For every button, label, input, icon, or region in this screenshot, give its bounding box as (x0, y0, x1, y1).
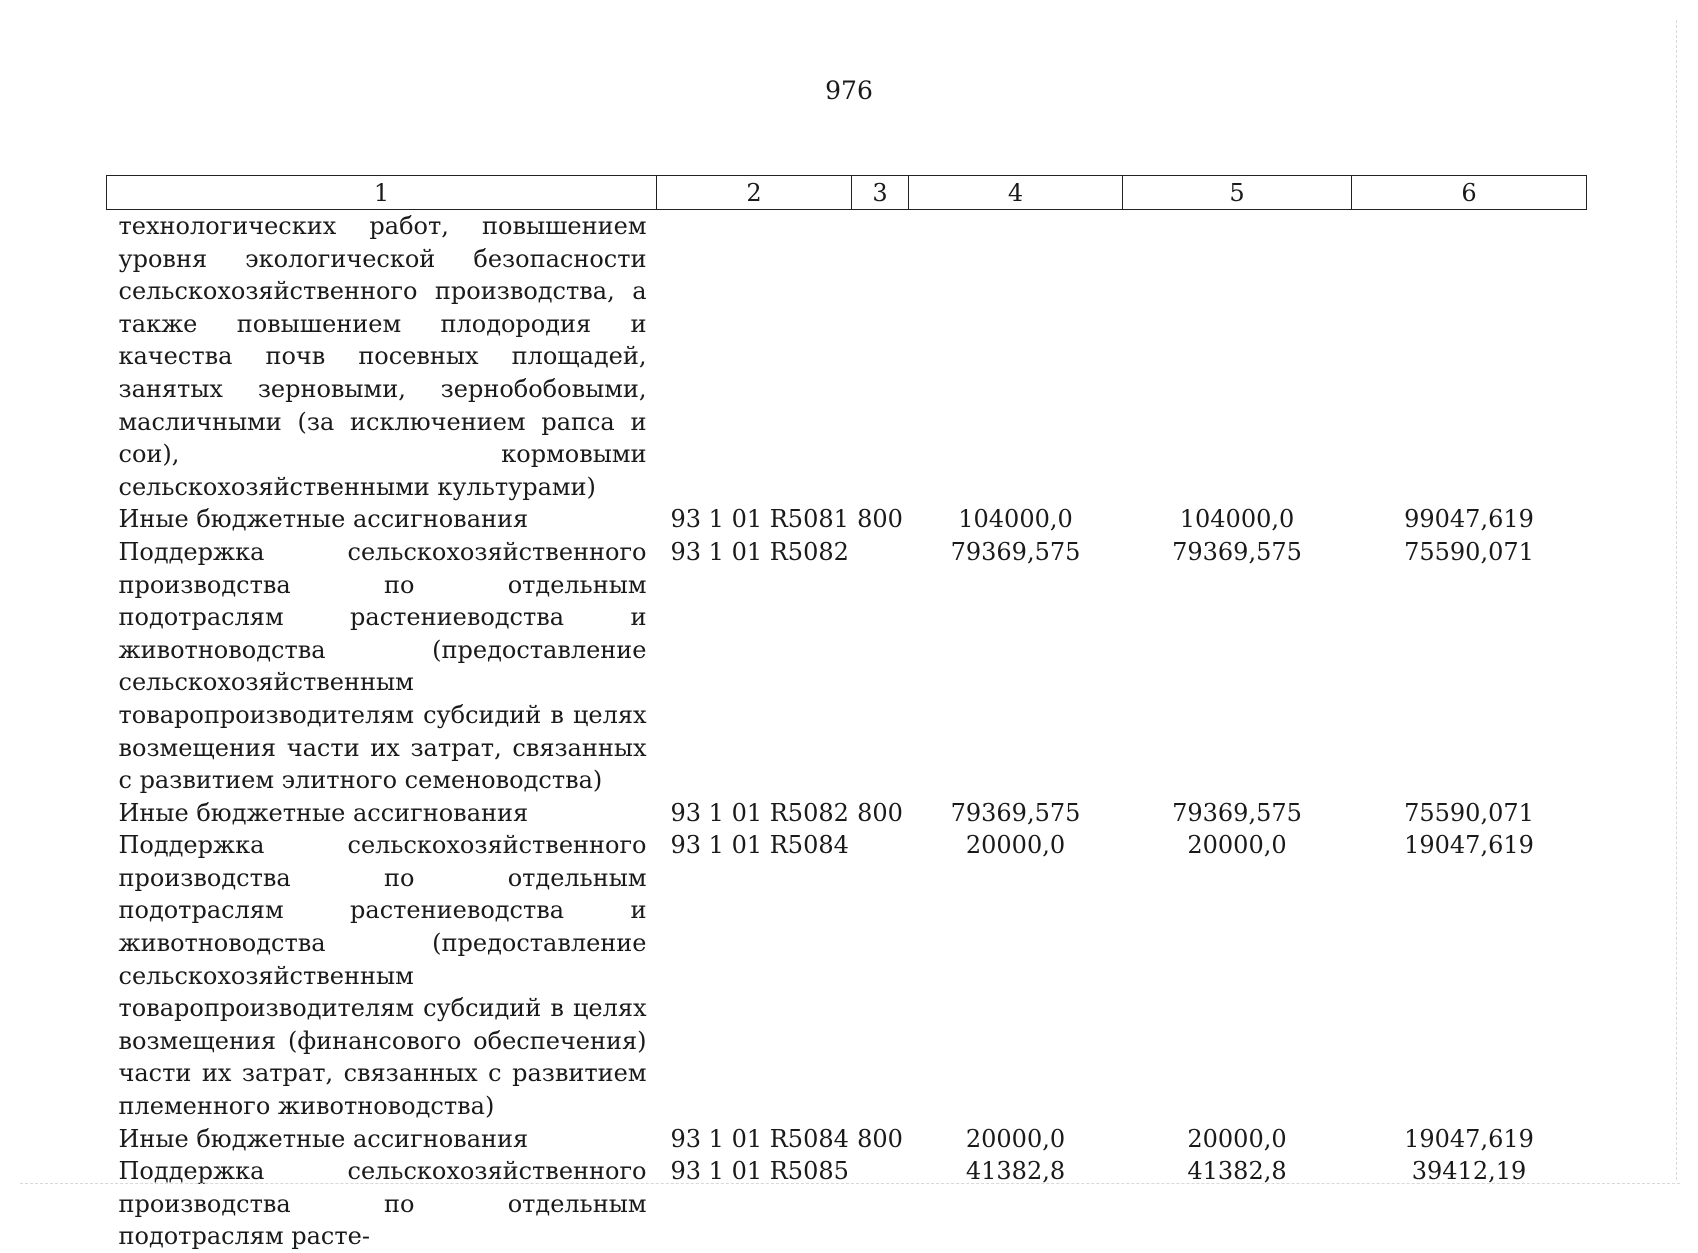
row-amount-col5: 79369,575 (1172, 798, 1302, 827)
row-amount-col5: 41382,8 (1187, 1157, 1287, 1186)
row-amount-col5: 79369,575 (1172, 537, 1302, 566)
row-expense-type: 800 (857, 798, 903, 827)
row-amount-col4: 20000,0 (965, 831, 1066, 860)
row-expense-type (852, 210, 909, 504)
row-amount-col6: 19047,619 (1404, 1124, 1534, 1153)
column-header-1: 1 (107, 176, 657, 210)
row-target-code: 93 1 01 R5082 (670, 537, 849, 566)
row-amount-col4: 79369,575 (950, 798, 1081, 827)
column-header-4: 4 (909, 176, 1123, 210)
column-header-3: 3 (852, 176, 909, 210)
row-amount-col6 (1352, 210, 1587, 504)
row-target-code: 93 1 01 R5082 (670, 798, 849, 827)
table-row (107, 829, 1587, 1122)
budget-table (106, 175, 1587, 1253)
table-row (107, 536, 1587, 797)
row-description: Поддержка сельскохозяйственного производства по отдельным подотраслям растениеводства и животноводства (предоставление сельскохозяйственным товаропроизводителям субсидий в целях возмещения (финансового обеспечения) части их затрат, связанных с развитием племенного животноводства) (118, 831, 647, 1121)
page-number: 976 (825, 76, 873, 105)
row-amount-col4: 20000,0 (965, 1124, 1066, 1153)
row-expense-type (852, 829, 909, 1122)
row-target-code: 93 1 01 R5081 (670, 505, 849, 534)
row-description: Иные бюджетные ассигнования (118, 505, 529, 534)
row-amount-col5: 20000,0 (1187, 831, 1287, 860)
row-target-code: 93 1 01 R5084 (670, 831, 849, 860)
row-target-code: 93 1 01 R5085 (670, 1157, 849, 1186)
row-description: Поддержка сельскохозяйственного производства по отдельным подотраслям расте- (118, 1157, 647, 1251)
row-amount-col4 (909, 210, 1123, 504)
row-amount-col5 (1123, 210, 1352, 504)
row-description: Иные бюджетные ассигнования (118, 798, 529, 827)
column-header-6: 6 (1352, 176, 1587, 210)
row-amount-col5: 104000,0 (1179, 505, 1295, 534)
scan-edge-right (1676, 20, 1677, 1180)
table-row (107, 210, 1587, 504)
column-header-2: 2 (657, 176, 852, 210)
row-target-code: 93 1 01 R5084 (670, 1124, 849, 1153)
row-amount-col6: 39412,19 (1411, 1157, 1527, 1186)
row-target-code (657, 210, 852, 504)
column-header-5: 5 (1123, 176, 1352, 210)
row-expense-type (852, 536, 909, 797)
row-description: технологических работ, повышением уровня экологической безопасности сельскохозяйственного производства, а также повышением плодородия и качества почв посевных площадей, занятых зерновыми, зернобобовыми, масличными (за исключением рапса и сои), кормовыми сельскохозяйственными культурами) (118, 212, 647, 501)
row-description: Поддержка сельскохозяйственного производства по отдельным подотраслям растениеводства и животноводства (предоставление сельскохозяйственным товаропроизводителям субсидий в целях возмещения части их затрат, связанных с развитием элитного семеноводства) (118, 537, 647, 795)
scan-edge-bottom (20, 1183, 1680, 1184)
row-expense-type: 800 (857, 505, 903, 534)
table-row (107, 503, 1587, 536)
row-description: Иные бюджетные ассигнования (118, 1124, 529, 1153)
row-amount-col6: 99047,619 (1404, 505, 1534, 534)
row-amount-col5: 20000,0 (1187, 1124, 1287, 1153)
table-row (107, 1155, 1587, 1253)
table-row (107, 1123, 1587, 1156)
row-expense-type (852, 1155, 909, 1253)
row-amount-col6: 75590,071 (1404, 537, 1534, 566)
table-row (107, 797, 1587, 830)
row-amount-col4: 79369,575 (950, 537, 1081, 566)
row-amount-col6: 19047,619 (1404, 831, 1534, 860)
row-amount-col4: 41382,8 (965, 1157, 1066, 1186)
row-expense-type: 800 (857, 1124, 903, 1153)
row-amount-col6: 75590,071 (1404, 798, 1534, 827)
row-amount-col4: 104000,0 (958, 505, 1073, 534)
column-number-row (107, 176, 1587, 210)
